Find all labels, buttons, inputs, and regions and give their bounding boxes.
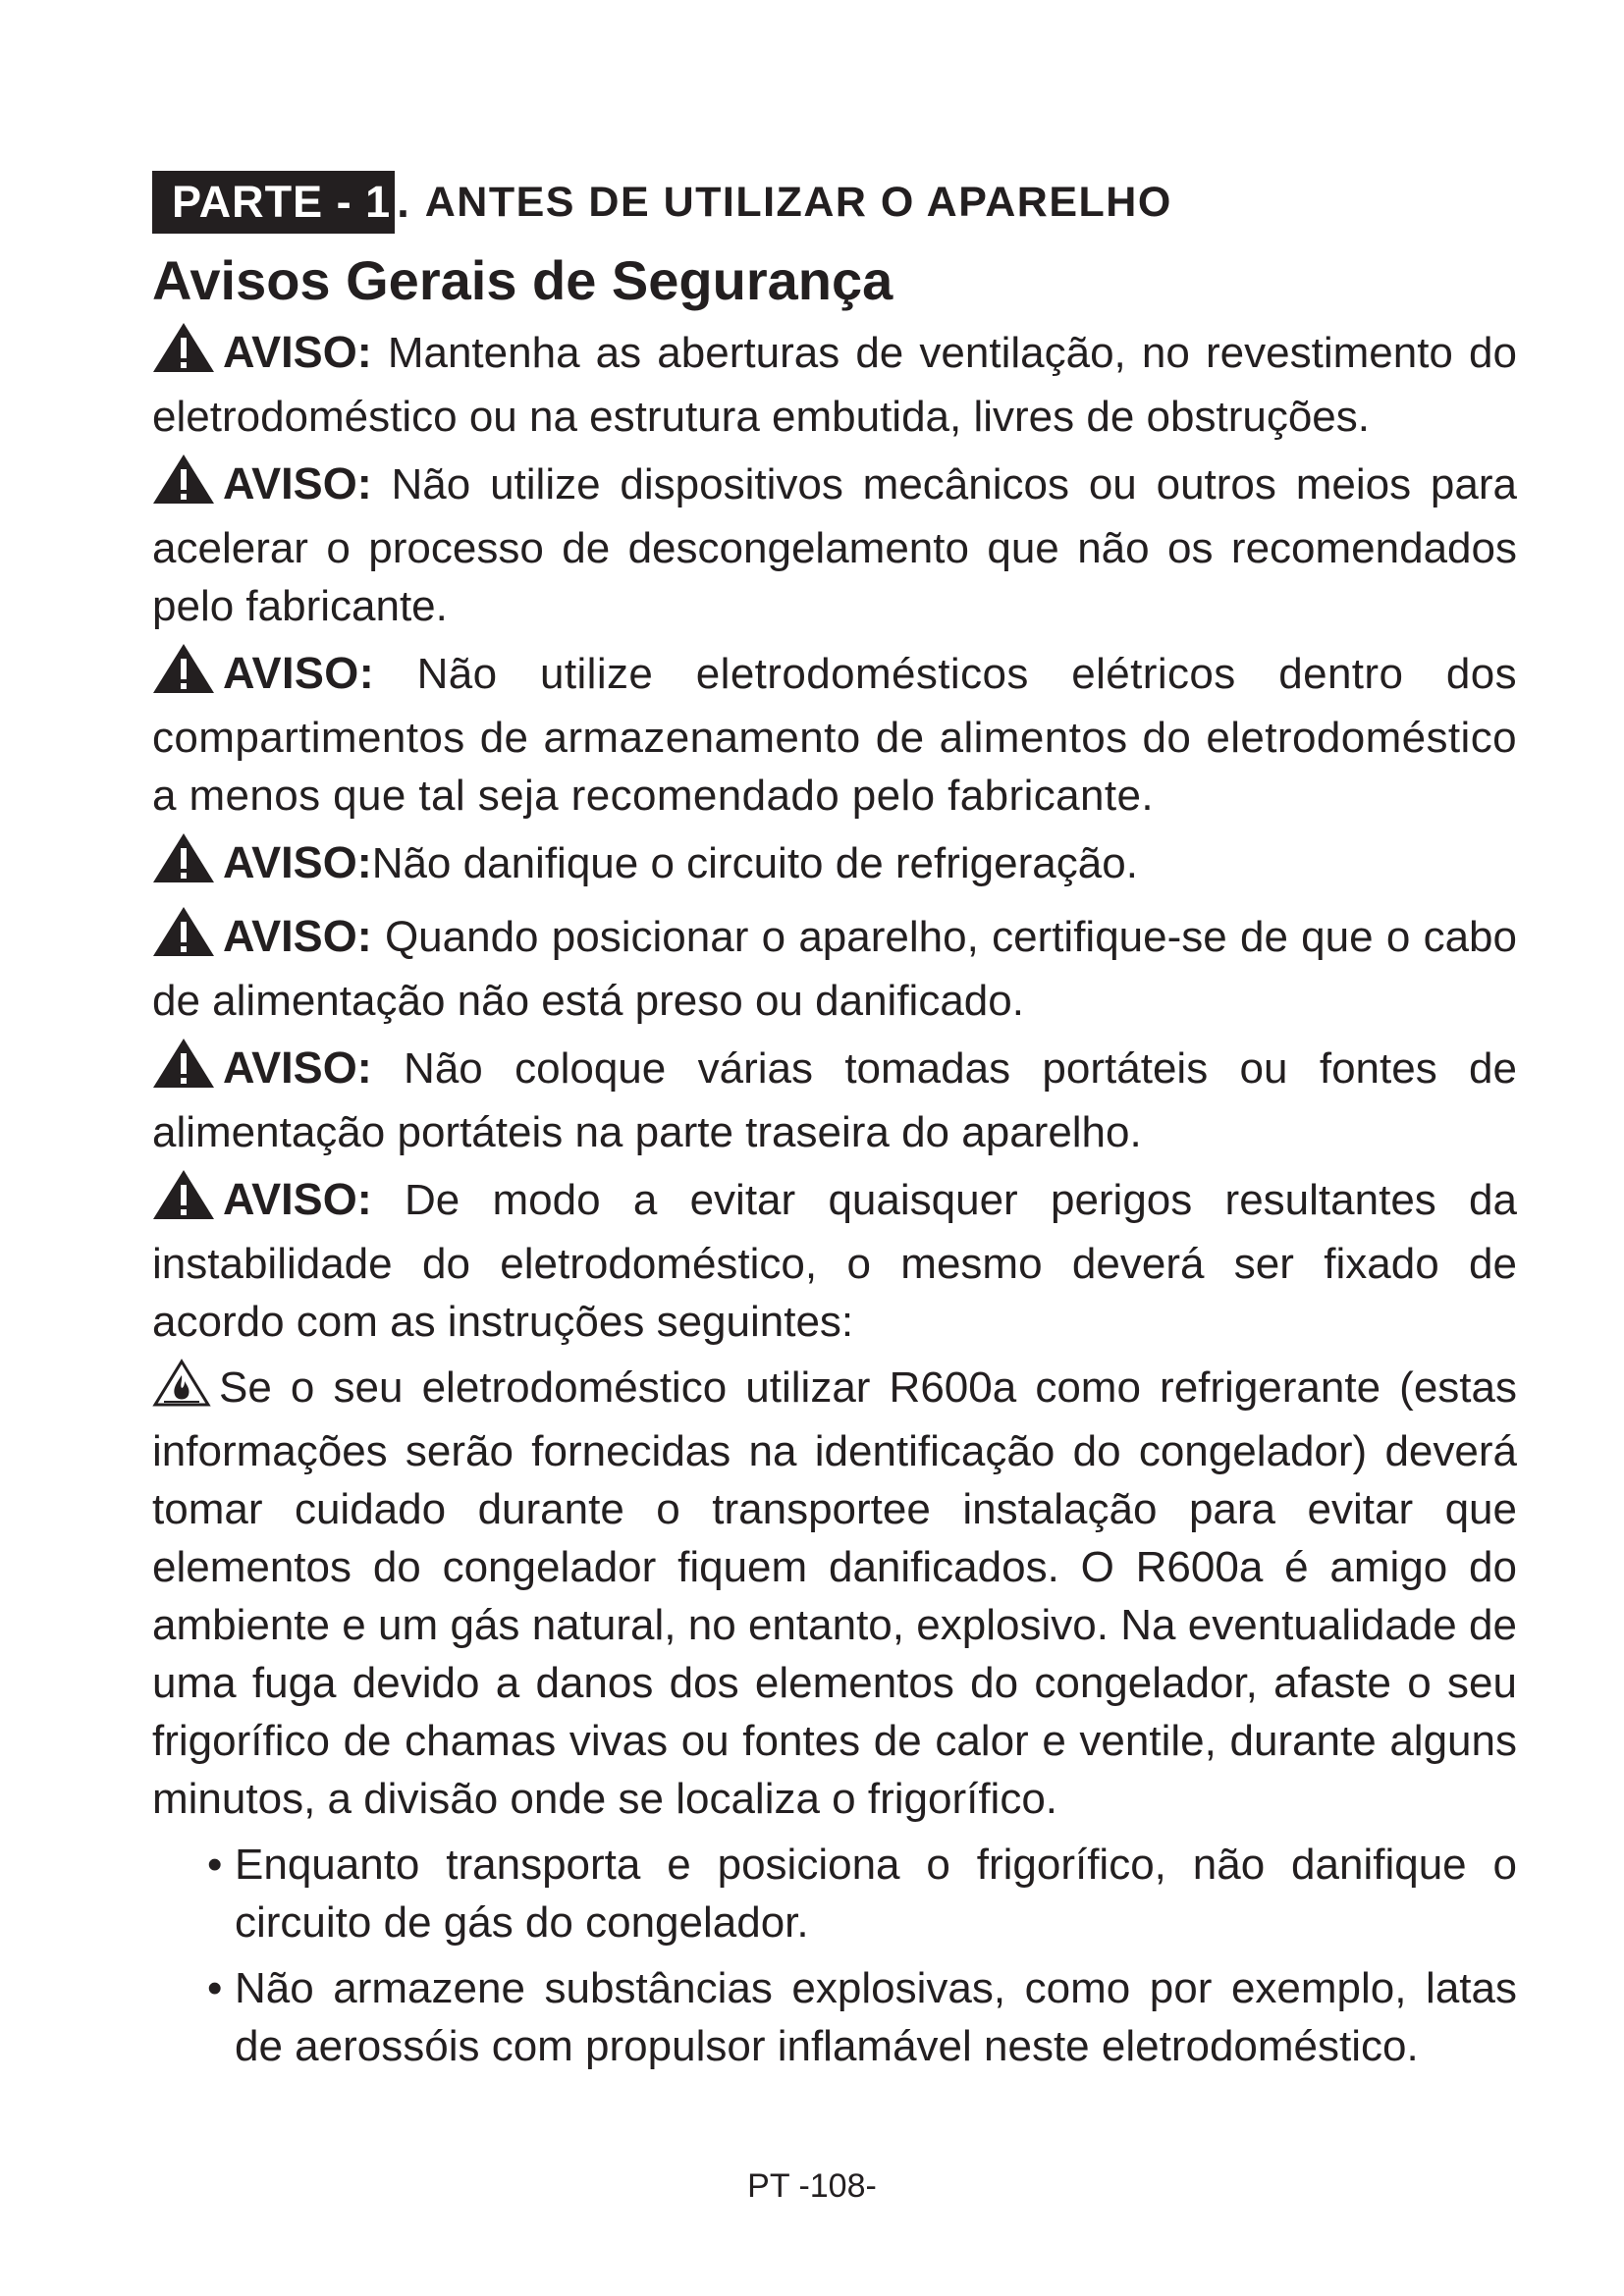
warning-triangle-icon: [152, 906, 215, 972]
part-badge: PARTE - 1: [152, 171, 395, 234]
warning-label: AVISO:: [223, 1042, 372, 1093]
warning-text: Não coloque várias tomadas portáteis ou fontes de alimentação portáteis na parte traseira do aparelho.: [152, 1044, 1517, 1156]
warning-label: AVISO:: [223, 648, 375, 698]
warning-label: AVISO:: [223, 911, 372, 961]
bullet-list: [152, 1836, 1517, 2075]
warning-label: AVISO:: [223, 458, 372, 508]
warning-item: [152, 1169, 1517, 1351]
warning-item: [152, 1038, 1517, 1161]
flammable-hazard-icon: [152, 1359, 211, 1422]
warning-text: Quando posicionar o aparelho, certifique-se de que o cabo de alimentação não está preso ou danificado.: [152, 913, 1517, 1025]
warning-label: AVISO:: [223, 837, 372, 887]
warning-triangle-icon: [152, 322, 215, 388]
warning-text: Não utilize dispositivos mecânicos ou outros meios para acelerar o processo de descongelamento que não os recomendados pelo fabricante.: [152, 460, 1517, 630]
warning-text: Não utilize eletrodomésticos elétricos dentro dos compartimentos de armazenamento de alimentos do eletrodoméstico a menos que tal seja recomendado pelo fabricante.: [152, 650, 1517, 820]
warning-triangle-icon: [152, 1038, 215, 1103]
warning-text: Mantenha as aberturas de ventilação, no revestimento do eletrodoméstico ou na estrutura embutida, livres de obstruções.: [152, 329, 1517, 441]
page-number: PT -108-: [747, 2167, 877, 2205]
warning-triangle-icon: [152, 454, 215, 519]
warning-item: [152, 454, 1517, 635]
section-title: Avisos Gerais de Segurança: [152, 249, 893, 311]
warning-label: AVISO:: [223, 1174, 372, 1224]
warning-label: AVISO:: [223, 327, 372, 377]
part-badge-dot: .: [397, 177, 409, 227]
warning-item: [152, 322, 1517, 446]
r600a-paragraph: [152, 1359, 1517, 1828]
r600a-text: Se o seu eletrodoméstico utilizar R600a como refrigerante (estas informações serão fornecidas na identificação do congelador) deverá tomar cuidado durante o transportee instalação para evitar que elementos do congelador fiquem danificados. O R600a é amigo do ambiente e um gás natural, no entanto, explosivo. Na eventualidade de uma fuga devido a danos dos elementos do congelador, afaste o seu frigorífico de chamas vivas ou fontes de calor e ventile, durante alguns minutos, a divisão onde se localiza o frigorífico.: [152, 1363, 1517, 1823]
warning-item: [152, 643, 1517, 825]
warning-text: Não danifique o circuito de refrigeração.: [371, 839, 1138, 887]
bullet-item: • Não armazene substâncias explosivas, como por exemplo, latas de aerossóis com propulsor inflamável neste eletrodoméstico.: [209, 1959, 1517, 2075]
warning-triangle-icon: [152, 1169, 215, 1235]
warning-triangle-icon: [152, 643, 215, 709]
warning-item: [152, 832, 1517, 898]
warnings-content: [152, 322, 1517, 2083]
warning-triangle-icon: [152, 832, 215, 898]
warning-text: De modo a evitar quaisquer perigos resultantes da instabilidade do eletrodoméstico, o mesmo deverá ser fixado de acordo com as instruções seguintes:: [152, 1176, 1517, 1346]
part-title: ANTES DE UTILIZAR O APARELHO: [424, 178, 1172, 226]
part-header: [152, 171, 1172, 234]
warning-item: [152, 906, 1517, 1030]
bullet-item: • Enquanto transporta e posiciona o frigorífico, não danifique o circuito de gás do congelador.: [209, 1836, 1517, 1951]
